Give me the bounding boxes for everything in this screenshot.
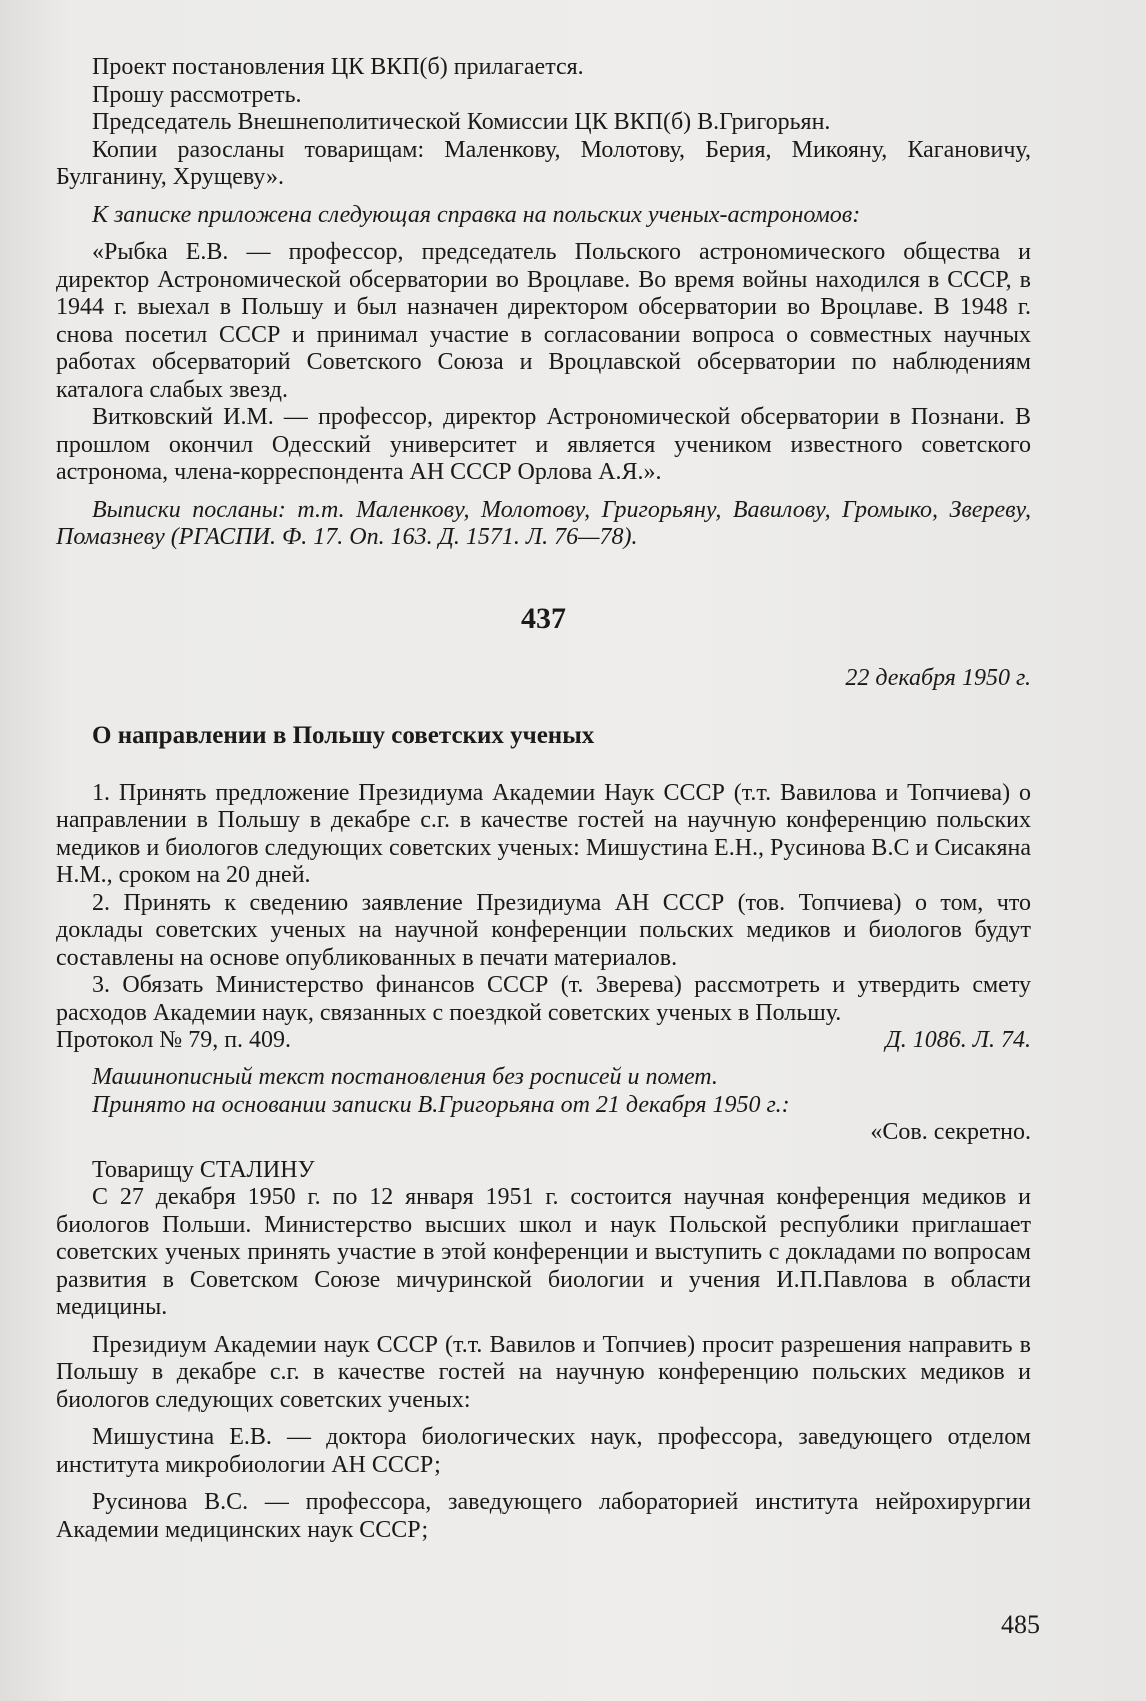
letter-paragraph-2: Президиум Академии наук СССР (т.т. Вавилов и Топчиев) просит разрешения направить в Польшу в декабре с.г. в качестве гостей на научную конференцию польских медиков и биологов следующих советских ученых: bbox=[56, 1331, 1031, 1413]
signature-line: Председатель Внешнеполитической Комиссии ЦК ВКП(б) В.Григорьян. bbox=[92, 109, 831, 135]
protocol-line bbox=[56, 1027, 1031, 1054]
resolution-point-2: 2. Принять к сведению заявление Президиума АН СССР (тов. Топчиева) о том, что доклады советских ученых на научной конференции польских медиков и биологов будут составлены на основе опубликованных в печати материалов. bbox=[56, 889, 1031, 971]
resolution-point-1: 1. Принять предложение Президиума Академии Наук СССР (т.т. Вавилова и Топчиева) о направлении в Польшу в декабре с.г. в качестве гостей на научную конференцию польских медиков и биологов следующих советских ученых: Мишустина Е.Н., Русинова В.С и Сисакяна Н.М., сроком на 20 дней. bbox=[56, 779, 1031, 888]
protocol-number: Протокол № 79, п. 409. bbox=[56, 1027, 292, 1053]
document-number: 437 bbox=[521, 601, 566, 635]
secret-stamp: «Сов. секретно. bbox=[870, 1119, 1031, 1145]
letter-paragraph-4: Русинова В.С. — профессора, заведующего лабораторией института нейрохирургии Академии медицинских наук СССР; bbox=[56, 1489, 1031, 1543]
attachment-line: Проект постановления ЦК ВКП(б) прилагается. bbox=[92, 54, 584, 80]
text-column bbox=[56, 54, 1031, 1544]
letter-addressee: Товарищу СТАЛИНУ bbox=[92, 1156, 315, 1183]
request-line: Прошу рассмотреть. bbox=[92, 81, 302, 108]
copies-line: Копии разосланы товарищам: Маленкову, Молотову, Берия, Микояну, Кагановичу, Булганину, Хрущеву». bbox=[56, 136, 1031, 190]
resolution-point-3: 3. Обязать Министерство финансов СССР (т. Зверева) рассмотреть и утвердить смету расходов Академии наук, связанных с поездкой советских ученых в Польшу. bbox=[56, 972, 1031, 1026]
witkowski-paragraph: Витковский И.М. — профессор, директор Астрономической обсерватории в Познани. В прошлом окончил Одесский университет и является учеником известного советского астронома, члена-корреспондента АН СССР Орлова А.Я.». bbox=[56, 404, 1031, 485]
document-date: 22 декабря 1950 г. bbox=[845, 664, 1031, 691]
letter-paragraph-1: С 27 декабря 1950 г. по 12 января 1951 г. состоится научная конференция медиков и биологов Польши. Министерство высших школ и наук Польской республики приглашает советских ученых принять участие в этой конференции и выступить с докладами по вопросам развития в Советском Союзе мичуринской биологии и учения И.П.Павлова в области медицины. bbox=[56, 1184, 1031, 1320]
page-number: 485 bbox=[1001, 1610, 1040, 1639]
enclosure-note: К записке приложена следующая справка на польских ученых-астрономов: bbox=[92, 201, 861, 228]
document-title: О направлении в Польшу советских ученых bbox=[92, 721, 595, 749]
letter-paragraph-3: Мишустина Е.В. — доктора биологических наук, профессора, заведующего отделом института микробиологии АН СССР; bbox=[56, 1424, 1031, 1478]
rybka-paragraph: «Рыбка Е.В. — профессор, председатель Польского астрономического общества и директор Астрономической обсерватории во Вроцлаве. Во время войны находился в СССР, в 1944 г. выехал в Польшу и был назначен директором обсерватории во Вроцлаве. В 1948 г. снова посетил СССР и принимал участие в согласовании вопроса о совместных научных работах обсерваторий Советского Союза и Вроцлавской обсерватории по наблюдениям каталога слабых звезд. bbox=[56, 239, 1031, 403]
archive-reference: Д. 1086. Л. 74. bbox=[885, 1027, 1031, 1053]
extracts-sent-note: Выписки посланы: т.т. Маленкову, Молотову, Григорьяну, Вавилову, Громыко, Звереву, Помазневу (РГАСПИ. Ф. 17. Оп. 163. Д. 1571. Л. 76—78). bbox=[56, 496, 1031, 550]
typescript-note: Машинописный текст постановления без росписей и помет. bbox=[92, 1064, 718, 1090]
basis-note: Принято на основании записки В.Григорьяна от 21 декабря 1950 г.: bbox=[92, 1091, 790, 1118]
